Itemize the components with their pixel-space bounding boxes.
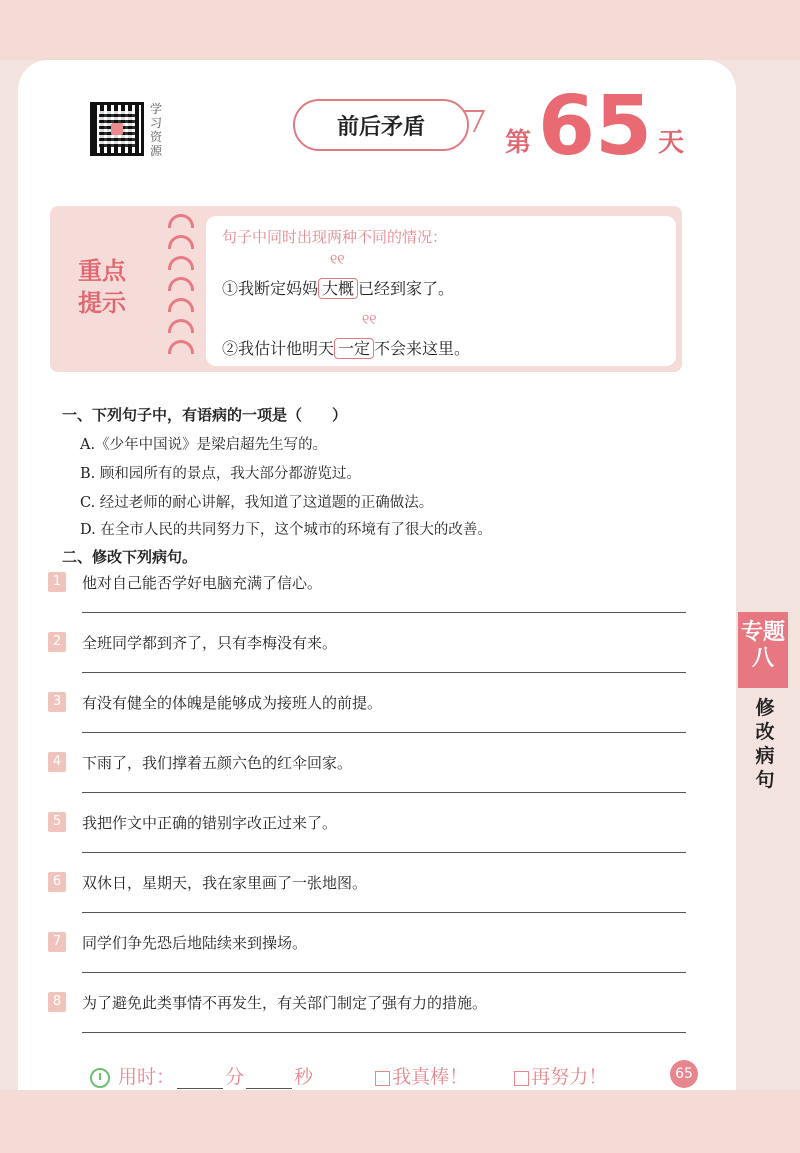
- example-2-post: 不会来这里。: [374, 339, 471, 358]
- answer-line[interactable]: [82, 972, 686, 973]
- binder-rings-icon: [168, 214, 204, 364]
- item-text: 下雨了，我们撑着五颜六色的红伞回家。: [82, 754, 353, 772]
- item-number: 8: [48, 992, 66, 1012]
- answer-line[interactable]: [82, 912, 686, 913]
- curl-decoration-icon: ୧୧: [362, 312, 377, 328]
- day-suffix: 天: [658, 128, 685, 158]
- try-harder-checkbox[interactable]: [514, 1071, 529, 1086]
- example-2-boxed: 一定: [334, 338, 374, 359]
- great-label: 我真棒！: [392, 1066, 469, 1088]
- item-text: 他对自己能否学好电脑充满了信心。: [82, 574, 323, 592]
- second-label: 秒: [294, 1066, 314, 1088]
- item-number: 4: [48, 752, 66, 772]
- alarm-clock-icon: [90, 1068, 110, 1088]
- minutes-blank[interactable]: [177, 1071, 223, 1089]
- qr-code-icon[interactable]: [90, 102, 144, 156]
- seconds-blank[interactable]: [246, 1071, 292, 1089]
- page-number: 65: [670, 1060, 698, 1088]
- answer-line[interactable]: [82, 732, 686, 733]
- lesson-title: 前后矛盾: [293, 99, 469, 151]
- key-tip-example-1: [222, 276, 454, 299]
- time-label: 用时：: [118, 1066, 176, 1088]
- try-harder-label: 再努力！: [531, 1066, 608, 1088]
- topic-tab: 专题八: [738, 612, 788, 688]
- item-text: 双休日，星期天，我在家里画了一张地图。: [82, 874, 368, 892]
- option-b[interactable]: B. 顾和园所有的景点，我大部分都游览过。: [80, 466, 361, 482]
- item-text: 为了避免此类事情不再发生，有关部门制定了强有力的措施。: [82, 994, 488, 1012]
- footer-bar: [90, 1062, 607, 1089]
- item-number: 1: [48, 572, 66, 592]
- item-number: 5: [48, 812, 66, 832]
- option-c[interactable]: C. 经过老师的耐心讲解，我知道了这道题的正确做法。: [80, 495, 434, 511]
- option-a[interactable]: A.《少年中国说》是梁启超先生写的。: [80, 437, 328, 453]
- answer-line[interactable]: [82, 672, 686, 673]
- section1-heading: 一、下列句子中，有语病的一项是（ ）: [62, 406, 348, 424]
- key-tip-label-line2: 提示: [78, 289, 126, 317]
- qr-label: 学习资源: [150, 102, 163, 158]
- item-number: 3: [48, 692, 66, 712]
- minute-label: 分: [225, 1066, 245, 1088]
- answer-line[interactable]: [82, 792, 686, 793]
- answer-line[interactable]: [82, 612, 686, 613]
- great-checkbox[interactable]: [375, 1071, 390, 1086]
- section2-heading: 二、修改下列病句。: [62, 548, 198, 566]
- top-band: [0, 0, 800, 60]
- example-1-boxed: 大概: [318, 278, 358, 299]
- example-2-pre: ②我估计他明天: [222, 339, 335, 358]
- day-number: 65: [538, 79, 653, 174]
- item-text: 有没有健全的体魄是能够成为接班人的前提。: [82, 694, 383, 712]
- item-number: 2: [48, 632, 66, 652]
- curl-decoration-icon: ୧୧: [330, 252, 345, 268]
- item-text: 全班同学都到齐了，只有李梅没有来。: [82, 634, 338, 652]
- key-tip-intro: 句子中同时出现两种不同的情况：: [222, 228, 448, 246]
- example-1-post: 已经到家了。: [358, 279, 455, 298]
- item-number: 7: [48, 932, 66, 952]
- answer-line[interactable]: [82, 1032, 686, 1033]
- item-text: 我把作文中正确的错别字改正过来了。: [82, 814, 338, 832]
- item-number: 6: [48, 872, 66, 892]
- answer-line[interactable]: [82, 852, 686, 853]
- bottom-band: [0, 1090, 800, 1153]
- example-1-pre: ①我断定妈妈: [222, 279, 319, 298]
- day-prefix: 第: [505, 128, 532, 158]
- item-text: 同学们争先恐后地陆续来到操场。: [82, 934, 308, 952]
- key-tip-example-2: [222, 336, 470, 359]
- key-tip-label-line1: 重点: [78, 257, 126, 285]
- key-tip-label: [62, 255, 142, 319]
- option-d[interactable]: D. 在全市人民的共同努力下，这个城市的环境有了很大的改善。: [80, 522, 492, 538]
- topic-vertical-title: 修改病句: [755, 697, 775, 791]
